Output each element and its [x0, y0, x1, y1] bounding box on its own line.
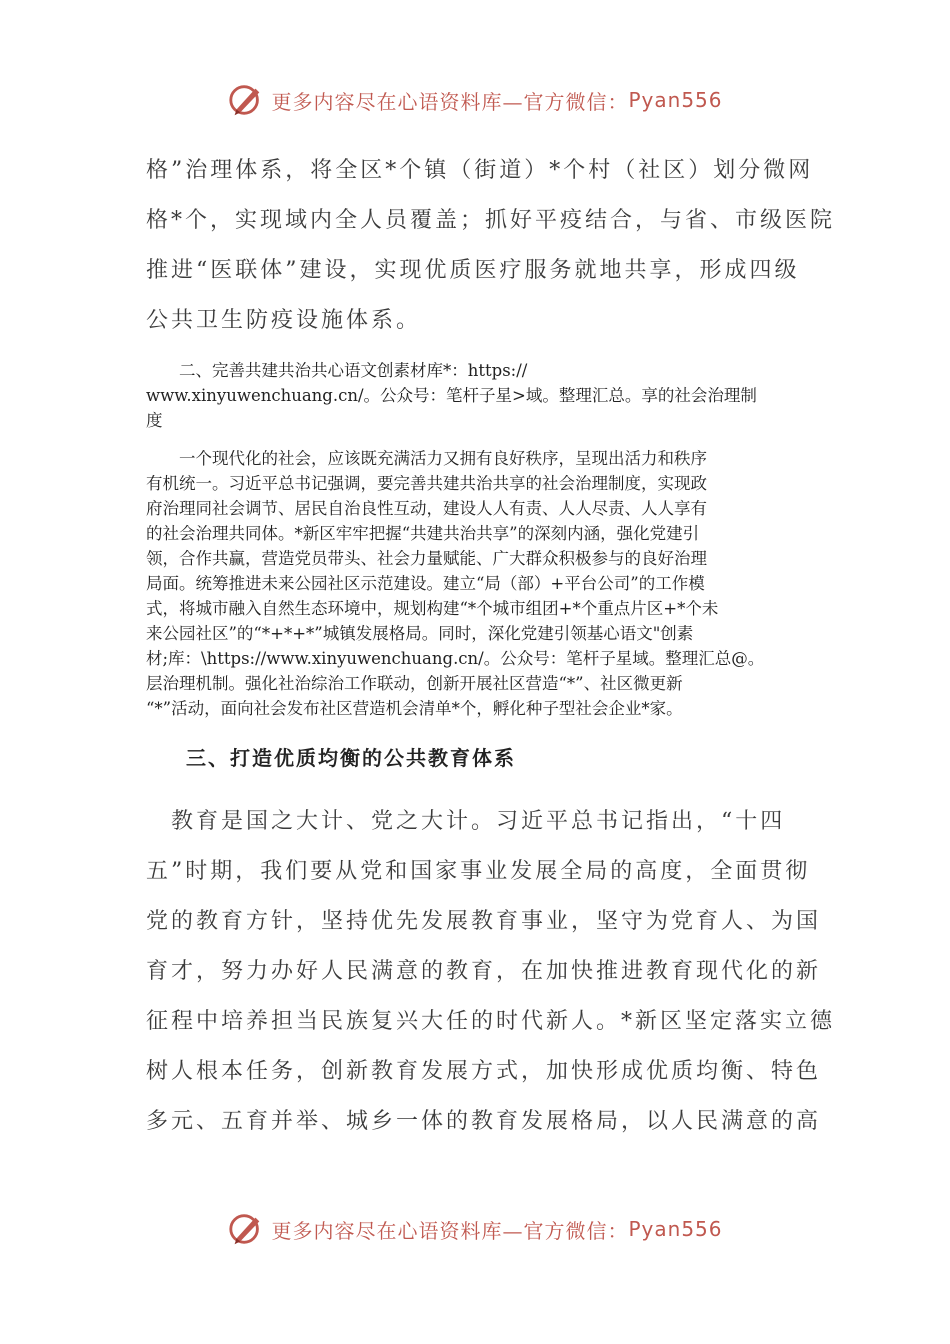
text-line: 层治理机制。强化社治综治工作联动，创新开展社区营造“*”、社区微更新: [146, 674, 683, 693]
text-line: 征程中培养担当民族复兴大任的时代新人。*新区坚定落实立德: [146, 1009, 836, 1034]
text-line: 格*个，实现域内全人员覆盖；抓好平疫结合，与省、市级医院: [146, 208, 836, 233]
text-line: “*”活动，面向社会发布社区营造机会清单*个，孵化种子型社会企业*家。: [146, 699, 683, 718]
text-line: 局面。统筹推进未来公园社区示范建设。建立“局（部）+平台公司”的工作模: [146, 574, 705, 593]
text-line: 格”治理体系，将全区*个镇（街道）*个村（社区）划分微网: [146, 158, 814, 183]
watermark-wechat-id: Pyan556: [628, 88, 723, 112]
text-line: 党的教育方针，坚持优先发展教育事业，坚守为党育人、为国: [146, 909, 822, 934]
footer-watermark: [0, 1209, 950, 1249]
paragraph-education: [146, 797, 836, 1147]
paragraph-social-governance: [146, 446, 808, 721]
text-line: 有机统一。习近平总书记强调，要完善共建共治共享的社会治理制度，实现政: [146, 474, 707, 493]
pen-logo-icon: [227, 81, 265, 119]
text-line: 推进“医联体”建设，实现优质医疗服务就地共享，形成四级: [146, 258, 800, 283]
text-line: 教育是国之大计、党之大计。习近平总书记指出，“十四: [146, 809, 786, 834]
watermark-text: 更多内容尽在心语资料库—官方微信：: [271, 89, 629, 114]
text-line: 来公园社区”的“*+*+*”城镇发展格局。同时，深化党建引领基心语文"创素: [146, 624, 694, 643]
text-line: 多元、五育并举、城乡一体的教育发展格局，以人民满意的高: [146, 1109, 822, 1134]
watermark-text: 更多内容尽在心语资料库—官方微信：: [271, 1218, 629, 1243]
watermark-wechat-id: Pyan556: [628, 1217, 723, 1241]
header-watermark: [0, 80, 950, 120]
text-line: 五”时期，我们要从党和国家事业发展全局的高度，全面贯彻: [146, 859, 811, 884]
text-line: 府治理同社会调节、居民自治良性互动，建设人人有责、人人尽责、人人享有: [146, 499, 707, 518]
text-line: 的社会治理共同体。*新区牢牢把握“共建共治共享”的深刻内涵，强化党建引: [146, 524, 700, 543]
paragraph-governance: [146, 146, 836, 346]
text-line: www.xinyuwenchuang.cn/。公众号：笔杆子星>域。整理汇总。享的社会治理制: [146, 386, 757, 405]
paragraph-section-two-title: [146, 358, 808, 433]
text-line: 式，将城市融入自然生态环境中，规划构建“*个城市组团+*个重点片区+*个未: [146, 599, 719, 618]
text-line: 领，合作共赢，营造党员带头、社会力量赋能、广大群众积极参与的良好治理: [146, 549, 707, 568]
text-line: 度: [146, 411, 163, 430]
text-line: 二、完善共建共治共心语文创素材库*：https://: [146, 361, 528, 380]
text-line: 育才，努力办好人民满意的教育，在加快推进教育现代化的新: [146, 959, 822, 984]
text-line: 材;库：\https://www.xinyuwenchuang.cn/。公众号：笔杆子星域。整理汇总@。: [146, 649, 765, 668]
section-heading: 三、打造优质均衡的公共教育体系: [186, 746, 516, 770]
text-line: 一个现代化的社会，应该既充满活力又拥有良好秩序，呈现出活力和秩序: [146, 449, 707, 468]
text-line: 树人根本任务，创新教育发展方式，加快形成优质均衡、特色: [146, 1059, 822, 1084]
pen-logo-icon: [227, 1210, 265, 1248]
text-line: 公共卫生防疫设施体系。: [146, 308, 422, 333]
